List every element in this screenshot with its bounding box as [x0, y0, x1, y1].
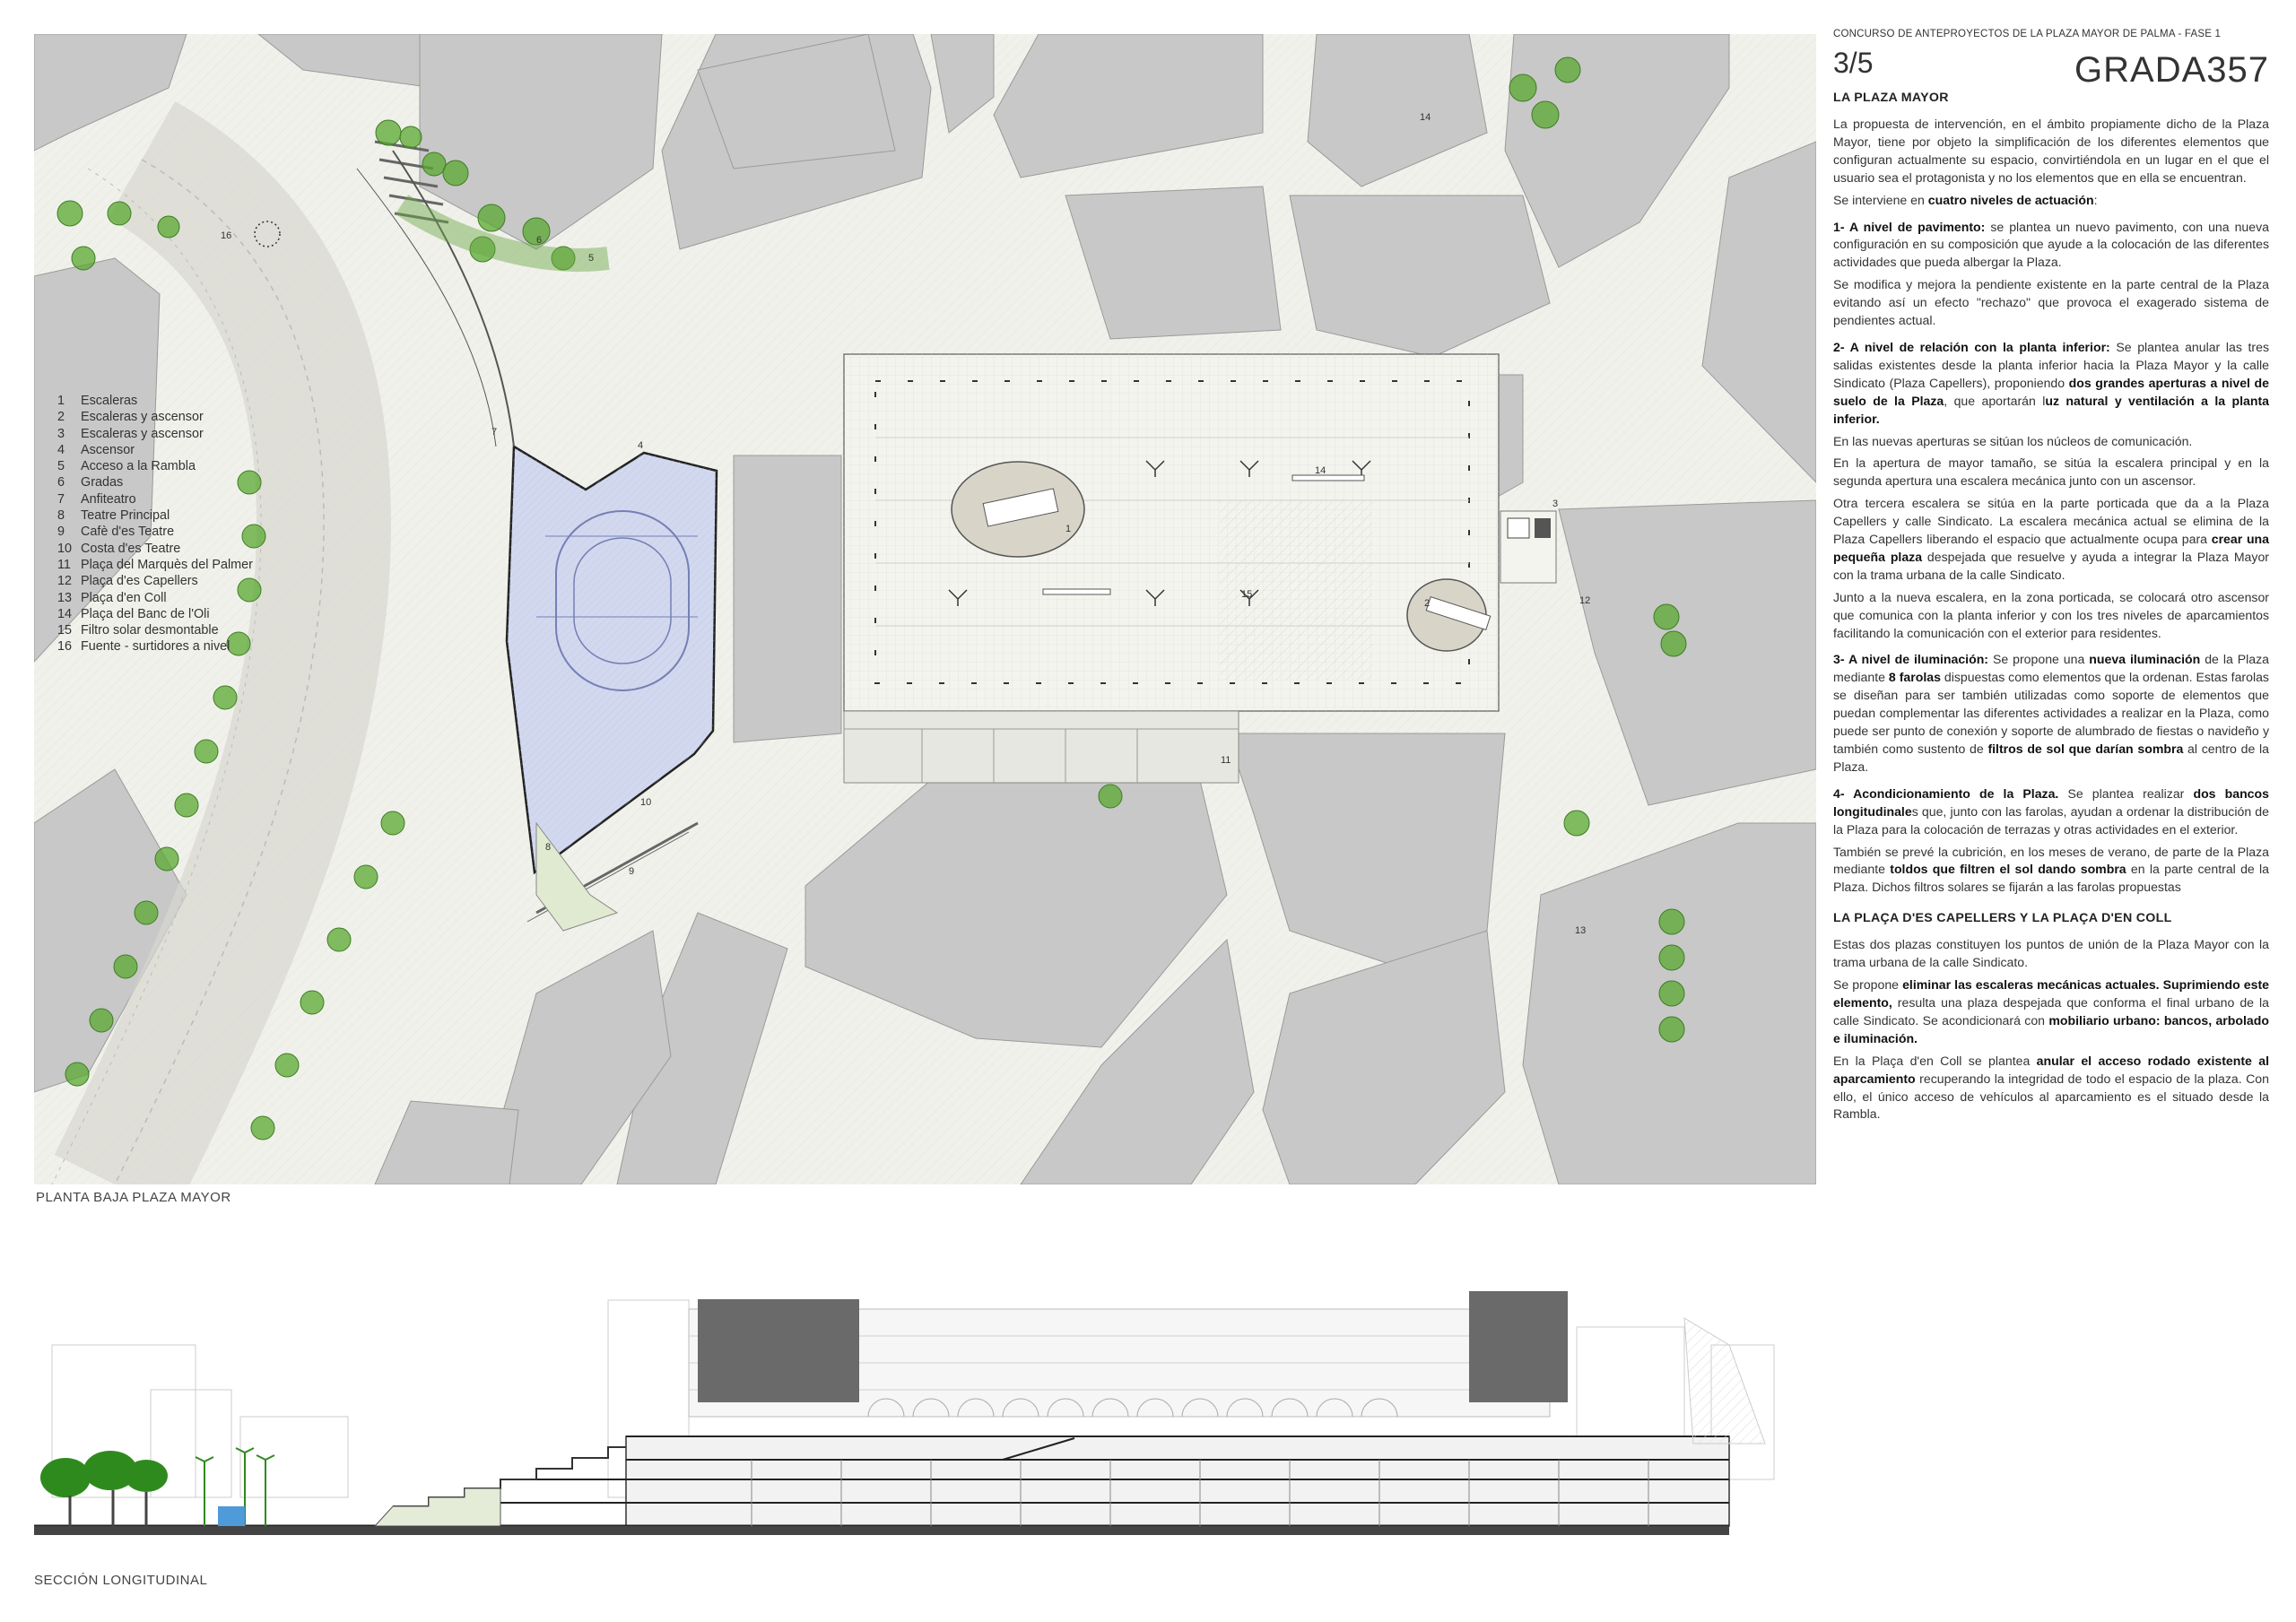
text-bold: mobiliario urbano: bancos, arbolado e iluminación. — [1833, 1012, 2269, 1045]
marker-12: 12 — [1579, 595, 1591, 606]
legend-item — [57, 622, 253, 638]
paragraph-planta-inferior — [1833, 339, 2269, 429]
legend-label: Escaleras y ascensor — [81, 426, 204, 441]
text-span: , que aportarán l — [1944, 393, 2046, 408]
legend-label: Plaça del Marquès del Palmer — [81, 557, 253, 572]
legend-number: 2 — [57, 410, 65, 425]
marker-5: 5 — [588, 253, 595, 264]
legend-number: 4 — [57, 442, 65, 457]
marker-6: 6 — [536, 235, 543, 246]
legend-label: Plaça d'en Coll — [81, 590, 167, 605]
legend-number: 9 — [57, 525, 65, 540]
text-span: En la Plaça d'en Coll se plantea — [1833, 1053, 2037, 1068]
legend-label: Fuente - surtidores a nivel — [81, 639, 230, 655]
paragraph-aperturas: En las nuevas aperturas se sitúan los núcleos de comunicación. — [1833, 433, 2193, 448]
paragraph-pavimento — [1833, 219, 2269, 273]
text-span: Se interviene en — [1833, 192, 1928, 207]
heading-plaza-mayor: LA PLAZA MAYOR — [1833, 91, 1949, 105]
legend-item — [57, 638, 253, 655]
legend-item — [57, 426, 253, 442]
legend-number: 1 — [57, 394, 65, 408]
legend-item — [57, 541, 253, 557]
text-bold: 3- A nivel de iluminación: — [1833, 652, 1989, 667]
text-bold: cuatro niveles de actuación — [1927, 192, 2094, 207]
marker-14a: 14 — [1420, 112, 1431, 123]
text-bold: 8 farolas — [1888, 670, 1941, 685]
text-bold: crear una pequeña plaza — [1833, 532, 2269, 564]
marker-15: 15 — [1241, 589, 1253, 600]
legend-number: 15 — [57, 623, 73, 638]
legend-item — [57, 474, 253, 490]
marker-9: 9 — [629, 866, 635, 877]
legend-item — [57, 491, 253, 507]
legend-label: Teatre Principal — [81, 508, 170, 524]
text-bold: 4- Acondicionamiento de la Plaza. — [1833, 785, 2059, 801]
legend-label: Escaleras — [81, 394, 138, 408]
legend-item — [57, 507, 253, 524]
legend-label: Ascensor — [81, 442, 135, 457]
legend-number: 10 — [57, 541, 73, 556]
text-span: dispuestas como elementos que la ordenan. Estas farolas se diseñan para ser también utilizadas como soporte de elementos que puedan complementar las diferentes actividades a realizar en la Plaza, como puede ser punto de conexión y soporte de alumbrado de fiestas o navideño y también como sustento de — [1833, 670, 2269, 756]
legend-number: 8 — [57, 508, 65, 524]
legend-label: Plaça d'es Capellers — [81, 574, 198, 589]
legend-number: 3 — [57, 426, 65, 441]
text-bold: uz natural y ventilación a la planta inferior. — [1833, 393, 2269, 426]
text-span: Se plantea anular las tres salidas existentes desde la planta inferior hacia la Plaza Mayor y la calle Sindicato (Plaza Capellers), proponiendo — [1833, 339, 2269, 390]
legend-number: 5 — [57, 459, 65, 474]
legend-item — [57, 409, 253, 425]
legend-item — [57, 393, 253, 409]
marker-3: 3 — [1552, 499, 1559, 509]
text-span: : — [2093, 192, 2098, 207]
paragraph-tercera-escalera — [1833, 495, 2269, 585]
text-span: Se plantea realizar — [2058, 785, 2194, 801]
paragraph-placa-en-coll — [1833, 1053, 2269, 1124]
marker-13: 13 — [1575, 925, 1587, 936]
text-span: También se prevé la cubrición, en los meses de verano, de parte de la Plaza mediante — [1833, 844, 2269, 877]
marker-14b: 14 — [1315, 465, 1326, 476]
heading-capellers-coll: LA PLAÇA D'ES CAPELLERS Y LA PLAÇA D'EN COLL — [1833, 911, 2172, 926]
marker-10: 10 — [640, 797, 652, 808]
text-bold: 2- A nivel de relación con la planta inferior: — [1833, 339, 2110, 354]
text-span: se plantea un nuevo pavimento, con una nueva configuración en su composición que ayude a la colocación de las diferentes actividades que pueda albergar la Plaza. — [1833, 219, 2269, 270]
legend-number: 16 — [57, 639, 73, 655]
text-span: despejada que resuelve y ayuda a integrar la Plaza Mayor con la trama urbana de la calle Sindicato. — [1833, 549, 2269, 582]
plan-caption: PLANTA BAJA PLAZA MAYOR — [36, 1190, 231, 1205]
text-span: Se propone — [1833, 977, 1903, 993]
legend-label: Escaleras y ascensor — [81, 410, 204, 425]
text-span: al centro de la Plaza. — [1833, 742, 2269, 774]
marker-8: 8 — [545, 842, 552, 853]
text-bold: dos bancos longitudinale — [1833, 785, 2269, 819]
paragraph-levels — [1833, 192, 2269, 210]
text-span: resulta una plaza despejada que conforma el final urbano de la calle Sindicato. Se acondicionará con — [1833, 994, 2269, 1028]
marker-4: 4 — [638, 440, 644, 451]
text-column — [1833, 29, 2269, 1128]
text-bold: eliminar las escaleras mecánicas actuales. Suprimiendo este elemento, — [1833, 977, 2270, 1010]
section-caption: SECCIÓN LONGITUDINAL — [34, 1573, 208, 1588]
legend-label: Gradas — [81, 475, 124, 490]
paragraph-acondicionamiento — [1833, 785, 2269, 839]
legend-item — [57, 442, 253, 458]
legend-number: 7 — [57, 491, 65, 507]
paragraph-intro: La propuesta de intervención, en el ámbito propiamente dicho de la Plaza Mayor, tiene por objeto la simplificación de los diferentes elementos que configuran actualmente su espacio, convirtiéndola en un lugar en el que el usuario sea el protagonista y no los elementos que en ella se encuentran. — [1833, 117, 2269, 185]
legend-label: Filtro solar desmontable — [81, 623, 219, 638]
text-bold: filtros de sol que darían sombra — [1987, 742, 2184, 756]
text-span: en la parte central de la Plaza. Dichos filtros solares se fijarán a las farolas propuestas — [1833, 862, 2269, 895]
longitudinal-section — [34, 1291, 1819, 1560]
legend-label: Plaça del Banc de l'Oli — [81, 606, 210, 621]
legend-label: Cafè d'es Teatre — [81, 525, 175, 540]
text-span: s que, junto con las farolas, ayudan a ordenar la distribución de la Plaza para la colocación de terrazas y otras actividades en el exterior. — [1833, 803, 2269, 837]
paragraph-union: Estas dos plazas constituyen los puntos de unión de la Plaza Mayor con la trama urbana de la calle Sindicato. — [1833, 937, 2269, 970]
text-bold: 1- A nivel de pavimento: — [1833, 219, 1986, 234]
text-bold: dos grandes aperturas a nivel de suelo de la Plaza — [1833, 375, 2269, 408]
legend-item — [57, 590, 253, 606]
text-span: Otra tercera escalera se sitúa en la parte porticada que da a la Plaza Capellers y calle Sindicato. La escalera mecánica actual se elimina de la Plaza Capellers liberando el espacio que actualmente ocupa para — [1833, 496, 2269, 547]
legend-label: Anfiteatro — [81, 491, 136, 507]
legend-label: Costa d'es Teatre — [81, 541, 181, 556]
marker-1: 1 — [1065, 524, 1072, 534]
text-bold: nueva iluminación — [2089, 652, 2201, 667]
paragraph-pendiente: Se modifica y mejora la pendiente existente en la parte central de la Plaza evitando así un efecto "rechazo" que provoca el exagerado sistema de pendientes actual. — [1833, 277, 2269, 328]
marker-16: 16 — [221, 230, 232, 241]
text-bold: toldos que filtren el sol dando sombra — [1890, 862, 2126, 877]
plan-legend — [57, 393, 253, 655]
legend-number: 6 — [57, 475, 65, 490]
legend-number: 13 — [57, 590, 73, 605]
paragraph-iluminacion — [1833, 651, 2269, 776]
legend-number: 12 — [57, 574, 73, 589]
paragraph-ascensor: Junto a la nueva escalera, en la zona porticada, se colocará otro ascensor que comunica con la planta inferior y con los tres niveles de aparcamientos facilitando la comunicación con el exterior para residentes. — [1833, 589, 2269, 640]
text-bold: anular el acceso rodado existente al aparcamiento — [1833, 1053, 2269, 1086]
marker-2: 2 — [1424, 598, 1431, 609]
site-plan — [34, 34, 1816, 1184]
paragraph-apertura-mayor: En la apertura de mayor tamaño, se sitúa la escalera principal y en la segunda apertura una escalera mecánica junto con un ascensor. — [1833, 455, 2269, 489]
project-name: GRADA357 — [2074, 50, 2269, 90]
contest-title: CONCURSO DE ANTEPROYECTOS DE LA PLAZA MAYOR DE PALMA - FASE 1 — [1833, 29, 2222, 39]
legend-item — [57, 606, 253, 622]
text-span: recuperando la integridad de todo el espacio de la plaza. Con ello, el único acceso de vehículos al aparcamiento es el situado desde la Rambla. — [1833, 1071, 2269, 1122]
legend-number: 11 — [57, 557, 71, 572]
legend-item — [57, 524, 253, 540]
text-span: de la Plaza mediante — [1833, 652, 2269, 685]
legend-label: Acceso a la Rambla — [81, 459, 196, 474]
legend-number: 14 — [57, 606, 73, 621]
marker-7: 7 — [491, 427, 498, 438]
paragraph-cubricion — [1833, 844, 2269, 898]
paragraph-escaleras-mecanicas — [1833, 976, 2269, 1048]
legend-item — [57, 458, 253, 474]
page-number: 3/5 — [1833, 47, 1874, 79]
legend-item — [57, 573, 253, 589]
marker-11: 11 — [1221, 755, 1231, 766]
legend-item — [57, 557, 253, 573]
text-span: Se propone una — [1988, 652, 2090, 667]
